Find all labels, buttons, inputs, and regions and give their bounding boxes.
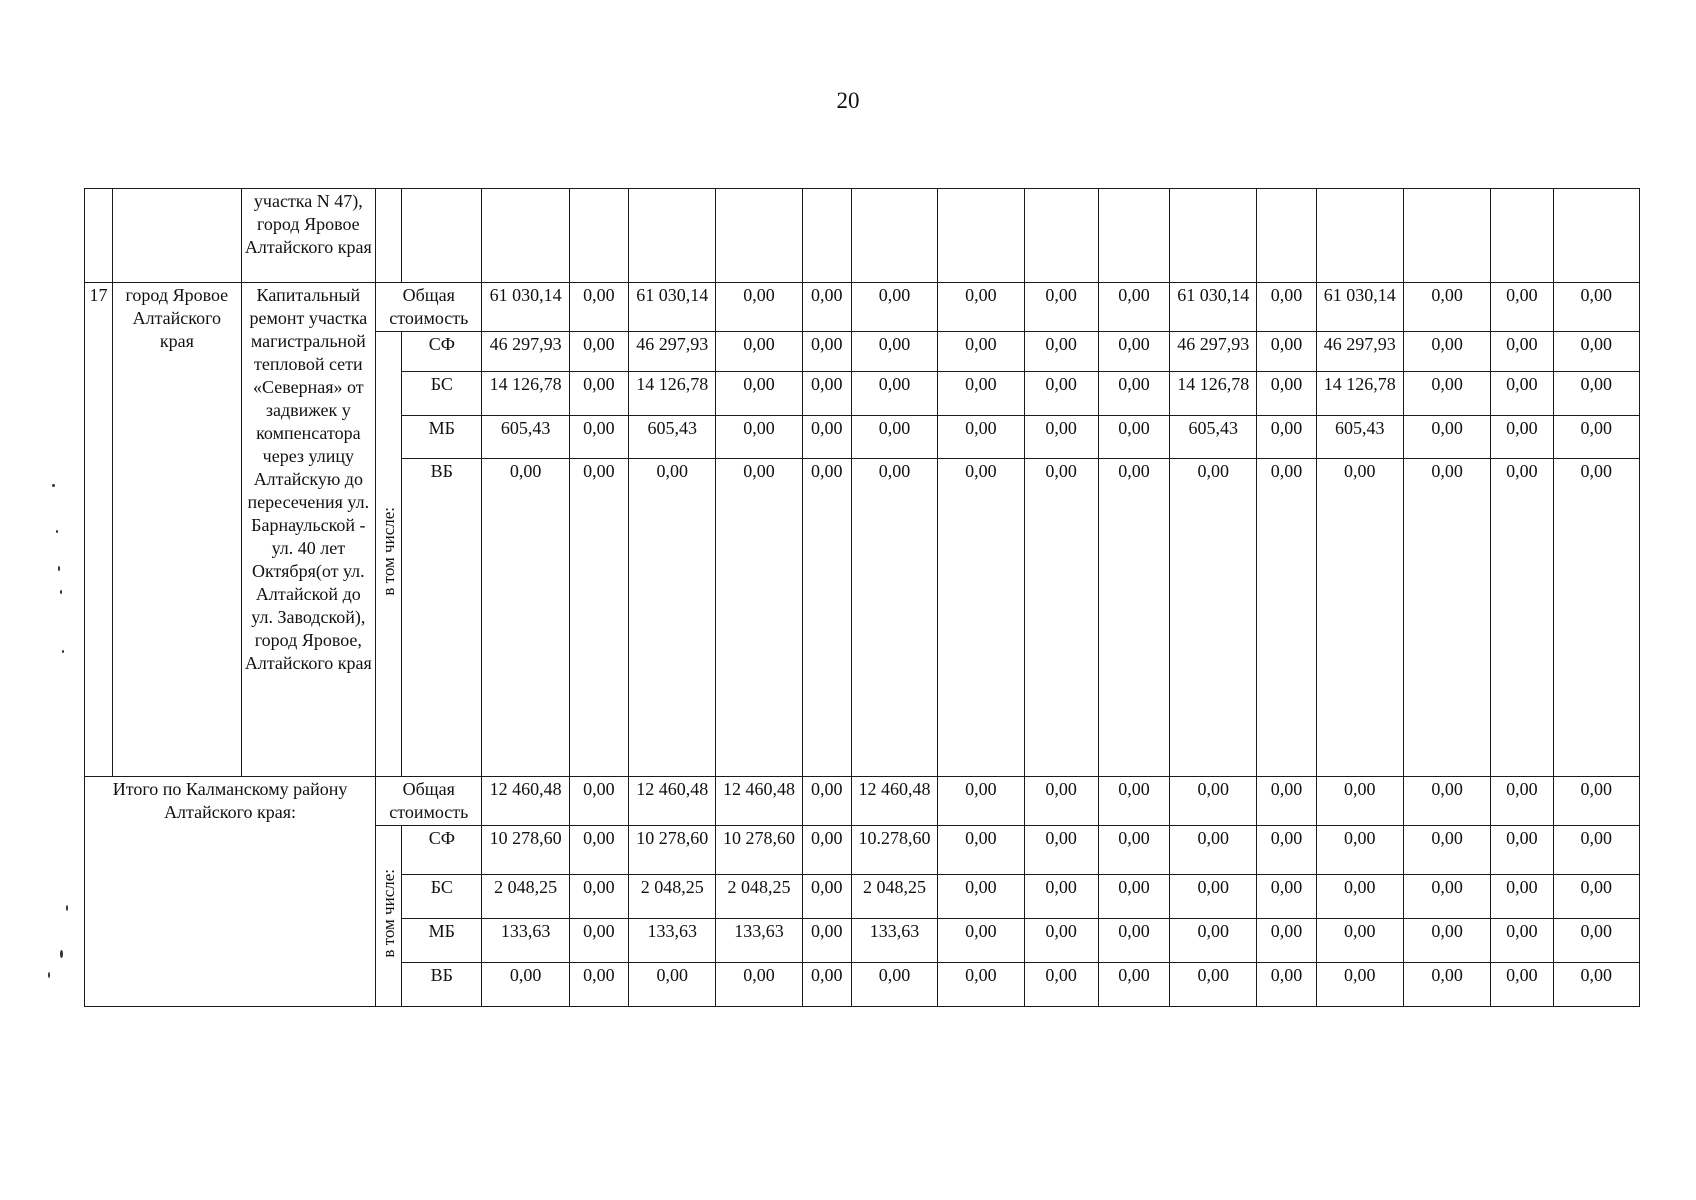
value-cell: 46 297,93 [1316, 332, 1403, 372]
value-cell: 133,63 [482, 918, 569, 962]
continued-description: участка N 47), город Яровое Алтайского края [241, 189, 376, 283]
continued-empty-cell [629, 189, 716, 283]
continued-empty-cell [1098, 189, 1169, 283]
includes-label: в том числе: [379, 507, 399, 596]
value-cell: 0,00 [1098, 777, 1169, 826]
value-cell: 0,00 [1098, 332, 1169, 372]
value-cell: 0,00 [482, 962, 569, 1006]
value-cell: 0,00 [1403, 777, 1490, 826]
value-cell: 61 030,14 [629, 283, 716, 332]
value-cell: 0,00 [938, 874, 1024, 918]
line-label: СФ [402, 332, 482, 372]
value-cell: 14 126,78 [629, 372, 716, 415]
value-cell: 0,00 [938, 777, 1024, 826]
value-cell: 0,00 [1403, 372, 1490, 415]
value-cell: 0,00 [1098, 826, 1169, 874]
line-label: СФ [402, 826, 482, 874]
value-cell: 0,00 [629, 458, 716, 777]
value-cell: 0,00 [1491, 458, 1553, 777]
value-cell: 0,00 [938, 415, 1024, 458]
value-cell: 0,00 [1491, 874, 1553, 918]
continued-empty-cell [716, 189, 802, 283]
continued-empty-cell [1316, 189, 1403, 283]
value-cell: 0,00 [1170, 826, 1257, 874]
value-cell: 0,00 [1553, 826, 1639, 874]
value-cell: 0,00 [1257, 826, 1316, 874]
value-cell: 0,00 [1024, 283, 1098, 332]
value-cell: 14 126,78 [482, 372, 569, 415]
value-cell: 0,00 [1170, 918, 1257, 962]
value-cell: 0,00 [569, 918, 628, 962]
value-cell: 0,00 [482, 458, 569, 777]
total-line-total [85, 777, 1640, 826]
value-cell: 605,43 [1170, 415, 1257, 458]
value-cell: 0,00 [1098, 415, 1169, 458]
value-cell: 10 278,60 [629, 826, 716, 874]
scan-speck [56, 530, 58, 533]
value-cell: 10 278,60 [716, 826, 802, 874]
value-cell: 0,00 [1491, 777, 1553, 826]
continued-number-cell [85, 189, 113, 283]
value-cell: 0,00 [716, 458, 802, 777]
continued-municipality-cell [113, 189, 241, 283]
value-cell: 0,00 [569, 415, 628, 458]
value-cell: 0,00 [1316, 458, 1403, 777]
value-cell: 0,00 [1257, 962, 1316, 1006]
line-label: БС [402, 372, 482, 415]
value-cell: 133,63 [629, 918, 716, 962]
scan-speck [48, 972, 50, 978]
value-cell: 0,00 [1024, 415, 1098, 458]
value-cell: 0,00 [1257, 874, 1316, 918]
continued-empty-cell [402, 189, 482, 283]
scan-speck [66, 905, 68, 911]
line-label: МБ [402, 918, 482, 962]
value-cell: 0,00 [802, 962, 851, 1006]
value-cell: 0,00 [569, 874, 628, 918]
value-cell: 46 297,93 [629, 332, 716, 372]
value-cell: 12 460,48 [629, 777, 716, 826]
value-cell: 0,00 [851, 372, 937, 415]
continued-empty-cell [1403, 189, 1490, 283]
value-cell: 0,00 [1257, 777, 1316, 826]
value-cell: 0,00 [1403, 458, 1490, 777]
value-cell: 0,00 [1491, 962, 1553, 1006]
value-cell: 0,00 [1098, 874, 1169, 918]
value-cell: 61 030,14 [1170, 283, 1257, 332]
scan-speck [60, 950, 63, 958]
value-cell: 0,00 [1553, 962, 1639, 1006]
value-cell: 0,00 [1491, 918, 1553, 962]
value-cell: 2 048,25 [482, 874, 569, 918]
value-cell: 0,00 [1098, 962, 1169, 1006]
value-cell: 0,00 [1553, 332, 1639, 372]
project-description: Капитальный ремонт участка магистральной тепловой сети «Северная» от задвижек у компенсатора через улицу Алтайскую до пересечения ул. Барнаульской - ул. 40 лет Октября(от ул. Алтайской до ул. Заводской), город Яровое, Алтайского края [241, 283, 376, 777]
value-cell: 0,00 [716, 415, 802, 458]
value-cell: 0,00 [938, 962, 1024, 1006]
value-cell: 0,00 [1316, 777, 1403, 826]
value-cell: 0,00 [938, 458, 1024, 777]
value-cell: 10 278,60 [482, 826, 569, 874]
value-cell: 0,00 [1024, 372, 1098, 415]
value-cell: 0,00 [938, 918, 1024, 962]
value-cell: 0,00 [1024, 918, 1098, 962]
value-cell: 0,00 [1553, 415, 1639, 458]
value-cell: 0,00 [1491, 283, 1553, 332]
value-cell: 0,00 [1491, 372, 1553, 415]
value-cell: 0,00 [1316, 826, 1403, 874]
budget-table [84, 188, 1640, 1007]
value-cell: 0,00 [1024, 874, 1098, 918]
continued-empty-cell [376, 189, 402, 283]
value-cell: 61 030,14 [482, 283, 569, 332]
value-cell: 0,00 [1257, 458, 1316, 777]
value-cell: 0,00 [569, 962, 628, 1006]
line-label: ВБ [402, 962, 482, 1006]
value-cell: 14 126,78 [1170, 372, 1257, 415]
value-cell: 0,00 [1170, 962, 1257, 1006]
value-cell: 2 048,25 [851, 874, 937, 918]
value-cell: 61 030,14 [1316, 283, 1403, 332]
includes-label-cell [376, 826, 402, 1007]
value-cell: 0,00 [1553, 918, 1639, 962]
value-cell: 0,00 [1098, 372, 1169, 415]
continued-empty-cell [1170, 189, 1257, 283]
continued-empty-cell [1257, 189, 1316, 283]
value-cell: 0,00 [1553, 458, 1639, 777]
value-cell: 0,00 [802, 372, 851, 415]
value-cell: 0,00 [716, 372, 802, 415]
project-municipality: город Яровое Алтайского края [113, 283, 241, 777]
value-cell: 0,00 [1491, 826, 1553, 874]
value-cell: 0,00 [938, 283, 1024, 332]
value-cell: 0,00 [1170, 777, 1257, 826]
page-number: 20 [836, 88, 860, 113]
value-cell: 0,00 [1024, 962, 1098, 1006]
value-cell: 0,00 [1024, 458, 1098, 777]
value-cell: 0,00 [716, 283, 802, 332]
value-cell: 0,00 [716, 332, 802, 372]
value-cell: 0,00 [1403, 332, 1490, 372]
line-label: ВБ [402, 458, 482, 777]
scan-speck [58, 566, 60, 571]
value-cell: 0,00 [802, 332, 851, 372]
includes-label: в том числе: [379, 868, 399, 958]
value-cell: 0,00 [802, 826, 851, 874]
continued-empty-cell [569, 189, 628, 283]
value-cell: 0,00 [802, 283, 851, 332]
continued-empty-cell [851, 189, 937, 283]
value-cell: 0,00 [1553, 372, 1639, 415]
value-cell: 0,00 [1098, 283, 1169, 332]
line-label: МБ [402, 415, 482, 458]
value-cell: 10.278,60 [851, 826, 937, 874]
value-cell: 46 297,93 [1170, 332, 1257, 372]
scan-speck [62, 650, 64, 653]
value-cell: 0,00 [629, 962, 716, 1006]
value-cell: 0,00 [1257, 283, 1316, 332]
total-label: Итого по Калманскому району Алтайского края: [85, 777, 376, 1007]
value-cell: 0,00 [1257, 332, 1316, 372]
value-cell: 0,00 [1491, 332, 1553, 372]
value-cell: 0,00 [851, 458, 937, 777]
continued-empty-cell [938, 189, 1024, 283]
value-cell: 0,00 [1403, 415, 1490, 458]
line-label: БС [402, 874, 482, 918]
value-cell: 0,00 [1316, 918, 1403, 962]
value-cell: 0,00 [851, 415, 937, 458]
value-cell: 0,00 [802, 415, 851, 458]
value-cell: 12 460,48 [482, 777, 569, 826]
value-cell: 0,00 [1316, 874, 1403, 918]
value-cell: 0,00 [1024, 777, 1098, 826]
value-cell: 14 126,78 [1316, 372, 1403, 415]
value-cell: 605,43 [1316, 415, 1403, 458]
value-cell: 133,63 [851, 918, 937, 962]
value-cell: 0,00 [938, 372, 1024, 415]
continued-empty-cell [482, 189, 569, 283]
project-line-total [85, 283, 1640, 332]
continued-empty-cell [1553, 189, 1639, 283]
value-cell: 0,00 [1403, 918, 1490, 962]
value-cell: 0,00 [569, 283, 628, 332]
value-cell: 0,00 [802, 777, 851, 826]
includes-label-cell [376, 332, 402, 777]
value-cell: 0,00 [569, 332, 628, 372]
scan-speck [60, 590, 62, 594]
value-cell: 0,00 [1403, 874, 1490, 918]
value-cell: 0,00 [1257, 918, 1316, 962]
value-cell: 0,00 [802, 458, 851, 777]
line-label: Общая стоимость [376, 777, 482, 826]
value-cell: 0,00 [1024, 332, 1098, 372]
value-cell: 0,00 [1403, 962, 1490, 1006]
value-cell: 0,00 [1491, 415, 1553, 458]
value-cell: 0,00 [569, 458, 628, 777]
value-cell: 605,43 [629, 415, 716, 458]
value-cell: 12 460,48 [851, 777, 937, 826]
value-cell: 0,00 [938, 826, 1024, 874]
value-cell: 0,00 [1257, 415, 1316, 458]
value-cell: 46 297,93 [482, 332, 569, 372]
line-label: Общая стоимость [376, 283, 482, 332]
project-number: 17 [85, 283, 113, 777]
value-cell: 0,00 [1403, 283, 1490, 332]
value-cell: 2 048,25 [716, 874, 802, 918]
continued-empty-cell [1491, 189, 1553, 283]
value-cell: 0,00 [1170, 874, 1257, 918]
value-cell: 0,00 [1403, 826, 1490, 874]
value-cell: 0,00 [851, 283, 937, 332]
scan-speck [52, 484, 55, 487]
value-cell: 0,00 [1316, 962, 1403, 1006]
value-cell: 0,00 [569, 826, 628, 874]
continued-empty-cell [802, 189, 851, 283]
value-cell: 0,00 [1553, 874, 1639, 918]
value-cell: 0,00 [1170, 458, 1257, 777]
value-cell: 0,00 [1553, 777, 1639, 826]
value-cell: 0,00 [851, 962, 937, 1006]
value-cell: 605,43 [482, 415, 569, 458]
value-cell: 0,00 [716, 962, 802, 1006]
value-cell: 0,00 [1257, 372, 1316, 415]
value-cell: 133,63 [716, 918, 802, 962]
continued-empty-cell [1024, 189, 1098, 283]
value-cell: 0,00 [1024, 826, 1098, 874]
value-cell: 12 460,48 [716, 777, 802, 826]
value-cell: 0,00 [1098, 458, 1169, 777]
value-cell: 0,00 [938, 332, 1024, 372]
value-cell: 0,00 [569, 777, 628, 826]
value-cell: 0,00 [851, 332, 937, 372]
value-cell: 0,00 [569, 372, 628, 415]
value-cell: 0,00 [1553, 283, 1639, 332]
value-cell: 0,00 [802, 918, 851, 962]
value-cell: 0,00 [1098, 918, 1169, 962]
value-cell: 2 048,25 [629, 874, 716, 918]
continued-row [85, 189, 1640, 283]
value-cell: 0,00 [802, 874, 851, 918]
